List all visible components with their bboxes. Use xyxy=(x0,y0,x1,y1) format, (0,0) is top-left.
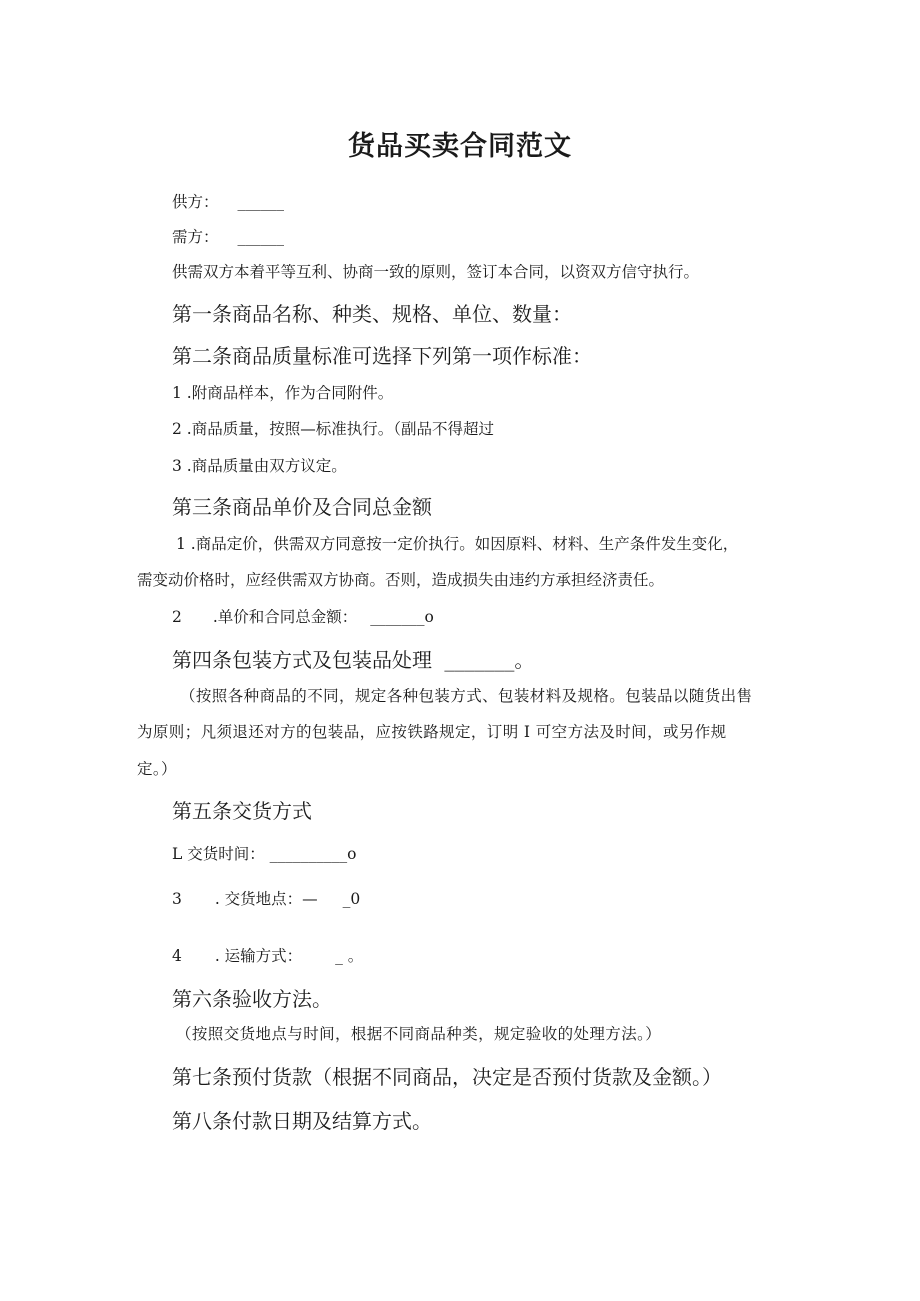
article-3-item-2-label: .单价和合同总金额： xyxy=(212,608,358,626)
article-5-heading: 第五条交货方式 xyxy=(172,799,312,823)
article-3-item-2-number: 2 xyxy=(172,608,182,626)
article-2-heading: 第二条商品质量标准可选择下列第一项作标准： xyxy=(172,344,592,368)
article-5-item-4-number: 4 xyxy=(172,947,182,965)
article-4-note-line-2: 为原则；凡须退还对方的包装品，应按铁路规定，订明 I 可空方法及时间，或另作规 xyxy=(137,723,727,741)
article-3-item-1-line-1: 1 .商品定价，供需双方同意按一定价执行。如因原料、材料、生产条件发生变化， xyxy=(176,535,739,553)
article-6-note: （按照交货地点与时间，根据不同商品种类，规定验收的处理方法。） xyxy=(176,1025,662,1043)
article-7-heading: 第七条预付货款（根据不同商品，决定是否预付货款及金额。） xyxy=(172,1065,722,1089)
article-5-item-1 xyxy=(172,842,357,864)
article-5-item-1-label: L 交货时间： xyxy=(172,845,265,863)
article-6-heading: 第六条验收方法。 xyxy=(172,987,332,1011)
article-1-heading: 第一条商品名称、种类、规格、单位、数量： xyxy=(172,302,572,326)
article-3-item-1-line-2: 需变动价格时，应经供需双方协商。否则，造成损失由违约方承担经济责任。 xyxy=(137,571,665,589)
buyer-label: 需方： xyxy=(172,228,219,246)
article-3-heading: 第三条商品单价及合同总金额 xyxy=(172,495,432,519)
article-5-item-3 xyxy=(172,887,360,909)
article-8-heading: 第八条付款日期及结算方式。 xyxy=(172,1109,432,1133)
buyer-line xyxy=(172,225,284,247)
article-5-item-4 xyxy=(172,944,363,966)
article-4-heading-text: 第四条包装方式及包装品处理 xyxy=(172,648,432,672)
article-5-item-4-label: . 运输方式： xyxy=(214,947,303,965)
article-4-note-line-3: 定。） xyxy=(137,760,177,778)
article-4-heading-blank: _______。 xyxy=(444,648,535,672)
supplier-label: 供方： xyxy=(172,193,219,211)
document-title: 货品买卖合同范文 xyxy=(348,131,572,162)
buyer-blank: ______ xyxy=(237,228,284,246)
article-5-item-4-blank: _ 。 xyxy=(335,947,364,965)
article-3-item-2-blank: _______o xyxy=(370,608,434,626)
article-2-item-3: 3 .商品质量由双方议定。 xyxy=(172,457,347,475)
supplier-blank: ______ xyxy=(237,193,284,211)
article-3-item-2 xyxy=(172,605,434,627)
article-2-item-1: 1 .附商品样本，作为合同附件。 xyxy=(172,384,394,402)
article-4-heading xyxy=(172,644,534,673)
article-5-item-3-number: 3 xyxy=(172,890,182,908)
article-5-item-1-blank: __________o xyxy=(269,845,357,863)
article-2-item-2: 2 .商品质量，按照—标准执行。（副品不得超过 xyxy=(172,420,494,438)
article-5-item-3-label: . 交货地点：— xyxy=(214,890,318,908)
preamble: 供需双方本着平等互利、协商一致的原则，签订本合同，以资双方信守执行。 xyxy=(172,263,700,281)
supplier-line xyxy=(172,190,284,212)
article-5-item-3-blank: _0 xyxy=(342,890,361,908)
article-4-note-line-1: （按照各种商品的不同，规定各种包装方式、包装材料及规格。包装品以随货出售 xyxy=(180,687,753,705)
